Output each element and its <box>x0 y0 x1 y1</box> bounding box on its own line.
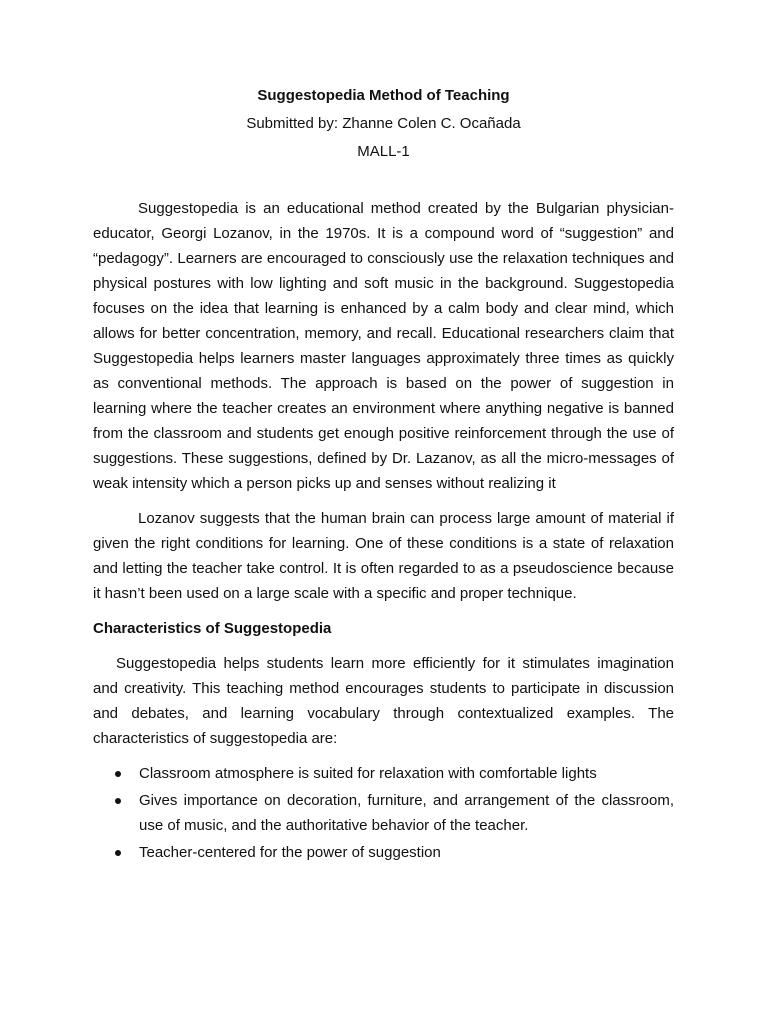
characteristics-paragraph: Suggestopedia helps students learn more efficiently for it stimulates imagination and creativity. This teaching method encourages students to participate in discussion and debates, and learning vocabulary through contextualized examples. The characteristics of suggestopedia are: <box>93 655 674 747</box>
bullet-icon <box>115 850 121 856</box>
list-item <box>93 761 674 786</box>
submitted-by: Submitted by: Zhanne Colen C. Ocañada <box>246 115 521 132</box>
list-item-text: Gives importance on decoration, furniture, and arrangement of the classroom, use of music, and the authoritative behavior of the teacher. <box>139 792 674 834</box>
bullet-icon <box>115 771 121 777</box>
course-code: MALL-1 <box>357 143 410 160</box>
characteristics-list <box>93 761 674 865</box>
list-item <box>93 788 674 838</box>
list-item <box>93 840 674 865</box>
bullet-icon <box>115 798 121 804</box>
intro-paragraph: Suggestopedia is an educational method created by the Bulgarian physician-educator, Georgi Lozanov, in the 1970s. It is a compound word of “suggestion” and “pedagogy”. Learners are encouraged to consciously use the relaxation techniques and physical postures with low lighting and soft music in the background. Suggestopedia focuses on the idea that learning is enhanced by a calm body and clear mind, which allows for better concentration, memory, and recall. Educational researchers claim that Suggestopedia helps learners master languages approximately three times as quickly as conventional methods. The approach is based on the power of suggestion in learning where the teacher creates an environment where anything negative is banned from the classroom and students get enough positive reinforcement through the use of suggestions. These suggestions, defined by Dr. Lazanov, as all the micro-messages of weak intensity which a person picks up and senses without realizing it <box>93 200 674 492</box>
document-title: Suggestopedia Method of Teaching <box>257 87 510 104</box>
list-item-text: Classroom atmosphere is suited for relaxation with comfortable lights <box>139 765 597 782</box>
list-item-text: Teacher-centered for the power of suggestion <box>139 844 441 861</box>
document-body <box>93 84 674 867</box>
section-heading: Characteristics of Suggestopedia <box>93 620 332 637</box>
lozanov-paragraph: Lozanov suggests that the human brain can process large amount of material if given the right conditions for learning. One of these conditions is a state of relaxation and letting the teacher take control. It is often regarded to as a pseudoscience because it hasn’t been used on a large scale with a specific and proper technique. <box>93 510 674 602</box>
